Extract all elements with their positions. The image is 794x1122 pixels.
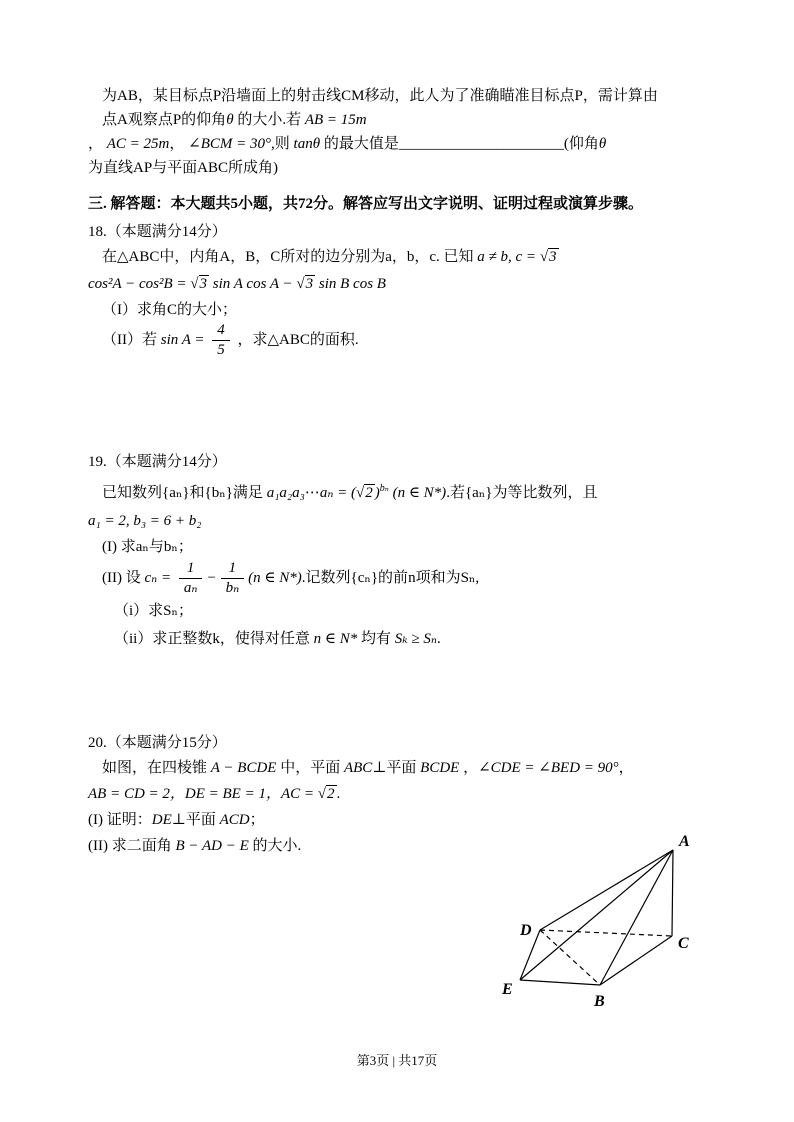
text-run: 的大小.若 bbox=[233, 112, 305, 128]
text-run: 的大小. bbox=[248, 838, 302, 854]
figure-label-B: B bbox=[594, 993, 605, 1010]
radicand: 3 bbox=[305, 276, 314, 292]
problem-18 bbox=[88, 220, 736, 360]
problem-17-line-2 bbox=[88, 108, 736, 132]
fraction-numerator: 1 bbox=[179, 560, 203, 579]
edge-AC bbox=[672, 850, 673, 936]
text-run: （i）求Sₙ； bbox=[114, 603, 193, 619]
text-run: (II) 设 bbox=[102, 569, 145, 586]
page-content bbox=[88, 84, 736, 859]
math-run: sin A = bbox=[160, 332, 209, 349]
problem-17-line-4 bbox=[88, 156, 736, 180]
problem-19-part-1 bbox=[88, 534, 736, 560]
problem-19-part-2i bbox=[88, 597, 736, 625]
text-run: ； bbox=[249, 812, 265, 828]
math-run: B − AD − E bbox=[175, 838, 249, 854]
problem-19-header bbox=[88, 450, 736, 474]
radical-sign: √ bbox=[539, 249, 549, 265]
problem-19-given-2 bbox=[88, 508, 736, 534]
text-run: 已知数列{aₙ}和{bₙ}满足 bbox=[102, 484, 267, 501]
problem-18-given bbox=[88, 244, 736, 271]
math-run: tanθ bbox=[293, 136, 321, 152]
figure-label-A: A bbox=[679, 833, 690, 850]
problem-17-line-1 bbox=[88, 84, 736, 108]
radical-sign: √ bbox=[356, 484, 365, 501]
edge-AE bbox=[520, 850, 673, 980]
math-run: (n ∈ N*) bbox=[388, 484, 447, 501]
radicand: 2 bbox=[327, 786, 335, 802]
math-run: DE bbox=[151, 812, 172, 828]
pyramid-figure bbox=[498, 820, 710, 1015]
problem-number: 18.（本题满分14分） bbox=[88, 224, 227, 240]
math-run: AC = 25m bbox=[106, 136, 170, 152]
fraction-denominator: 5 bbox=[217, 342, 225, 359]
text-run: ⊥平面 bbox=[372, 760, 421, 776]
text-run: 如图，在四棱锥 bbox=[102, 760, 211, 776]
text-run: . bbox=[437, 631, 441, 647]
text-run: . bbox=[336, 786, 341, 802]
problem-number: 19.（本题满分14分） bbox=[88, 453, 227, 470]
math-run: θ bbox=[226, 112, 234, 128]
text-run: ， bbox=[459, 760, 479, 776]
text-run: （I）求角C的大小； bbox=[102, 302, 238, 318]
text-run: (仰角 bbox=[563, 136, 599, 152]
figure-label-C: C bbox=[678, 935, 689, 952]
math-run: A − BCDE bbox=[210, 760, 277, 776]
text-run: 点A观察点P的仰角 bbox=[102, 112, 227, 128]
text-run: (I) 求aₙ与bₙ； bbox=[102, 538, 193, 555]
edge-AB bbox=[600, 850, 673, 985]
math-run: ) bbox=[374, 484, 380, 501]
section-title-text: 三. 解答题：本大题共5小题，共72分。解答应写出文字说明、证明过程或演算步骤。 bbox=[88, 196, 644, 212]
text-run: （II）若 bbox=[102, 332, 161, 349]
problem-18-equation bbox=[88, 271, 736, 298]
radicand: 2 bbox=[365, 484, 373, 501]
text-run: 在△ABC中，内角A，B，C所对的边分别为a，b，c. 已知 bbox=[102, 249, 478, 265]
radicand: 3 bbox=[549, 249, 557, 265]
sqrt-expression bbox=[296, 275, 315, 292]
fraction-numerator: 1 bbox=[221, 560, 245, 579]
math-run: AB = 15m bbox=[304, 112, 367, 128]
sqrt-expression bbox=[190, 275, 209, 292]
sqrt-expression bbox=[356, 484, 375, 501]
fraction-denominator: aₙ bbox=[183, 579, 198, 596]
text-run: ， bbox=[169, 136, 189, 152]
text-run: ⊥平面 bbox=[171, 812, 220, 828]
text-run: .记数列{cₙ}的前n项和为Sₙ, bbox=[301, 569, 480, 586]
fraction bbox=[212, 322, 230, 360]
figure-label-E: E bbox=[502, 981, 513, 998]
math-run: ∠CDE = ∠BED = 90° bbox=[478, 760, 619, 776]
exponent: bₙ bbox=[379, 482, 389, 494]
text-run: 为直线AP与平面ABC所成角) bbox=[88, 160, 279, 176]
math-run: cₙ = bbox=[144, 569, 175, 586]
math-run: n ∈ N* bbox=[313, 631, 358, 647]
problem-20-given-2 bbox=[88, 781, 736, 807]
problem-17-line-3 bbox=[88, 132, 736, 156]
answer-blank: ______________________ bbox=[398, 136, 564, 152]
problem-20-header bbox=[88, 731, 736, 755]
math-run: ∠BCM = 30° bbox=[188, 136, 272, 152]
text-run: (II) 求二面角 bbox=[88, 838, 176, 854]
problem-18-part-1 bbox=[88, 298, 736, 322]
math-run: AB = CD = 2，DE = BE = 1，AC = bbox=[88, 786, 318, 802]
problem-18-header bbox=[88, 220, 736, 244]
section-3-header bbox=[88, 192, 736, 216]
text-run: (I) 证明： bbox=[88, 812, 152, 828]
edge-DC-hidden bbox=[540, 930, 672, 936]
text-run: 中，平面 bbox=[276, 760, 344, 776]
math-run: BCDE bbox=[420, 760, 460, 776]
math-run: sin A cos A − bbox=[209, 276, 297, 292]
text-run: （ii）求正整数k，使得对任意 bbox=[114, 631, 314, 647]
radical-sign: √ bbox=[190, 276, 199, 292]
text-run: 均有 bbox=[357, 631, 395, 647]
math-run: Sₖ ≥ Sₙ bbox=[394, 631, 438, 647]
radical-sign: √ bbox=[296, 276, 305, 292]
page-number: 第3页 | 共17页 bbox=[356, 1053, 438, 1068]
edge-EB bbox=[520, 980, 600, 985]
text-run: .若{aₙ}为等比数列，且 bbox=[446, 484, 598, 501]
radicand: 3 bbox=[199, 276, 208, 292]
fraction-denominator: bₙ bbox=[225, 579, 240, 596]
math-run: a ≠ b, c = bbox=[477, 249, 540, 265]
page-footer bbox=[0, 1050, 794, 1069]
problem-18-part-2 bbox=[88, 322, 736, 360]
text-run: 为AB，某目标点P沿墙面上的射击线CM移动，此人为了准确瞄准目标点P，需计算由 bbox=[102, 88, 658, 104]
fraction bbox=[221, 560, 245, 598]
edge-BC bbox=[600, 936, 672, 985]
math-run: ABC bbox=[343, 760, 373, 776]
fraction bbox=[179, 560, 203, 598]
problem-17-continued bbox=[88, 84, 736, 180]
text-run: 的最大值是 bbox=[320, 136, 399, 152]
sqrt-expression bbox=[318, 785, 337, 802]
figure-label-D: D bbox=[520, 922, 532, 939]
problem-number: 20.（本题满分15分） bbox=[88, 735, 227, 751]
math-run: a₁a₂a₃⋯aₙ = ( bbox=[266, 484, 357, 501]
problem-19 bbox=[88, 450, 736, 654]
fraction-numerator: 4 bbox=[212, 322, 230, 341]
math-run: θ bbox=[598, 136, 607, 152]
problem-19-part-2ii bbox=[88, 625, 736, 653]
problem-20-given-1 bbox=[88, 755, 736, 781]
math-run: − bbox=[206, 569, 217, 586]
math-run: sin B cos B bbox=[315, 276, 386, 292]
sqrt-expression bbox=[540, 248, 559, 265]
problem-19-given-1 bbox=[88, 474, 736, 508]
math-run: (n ∈ N*) bbox=[248, 569, 302, 586]
text-run: ，求△ABC的面积. bbox=[233, 332, 359, 349]
problem-19-part-2 bbox=[88, 560, 736, 598]
math-run: cos²A − cos²B = bbox=[88, 276, 191, 292]
text-run: ， bbox=[618, 760, 634, 776]
radical-sign: √ bbox=[317, 786, 326, 802]
edge-AD bbox=[540, 850, 673, 930]
text-run: ,则 bbox=[271, 136, 294, 152]
text-run: ， bbox=[88, 136, 107, 152]
math-run: ACD bbox=[219, 812, 250, 828]
math-run: a₁ = 2, b₃ = 6 + b₂ bbox=[88, 512, 202, 529]
